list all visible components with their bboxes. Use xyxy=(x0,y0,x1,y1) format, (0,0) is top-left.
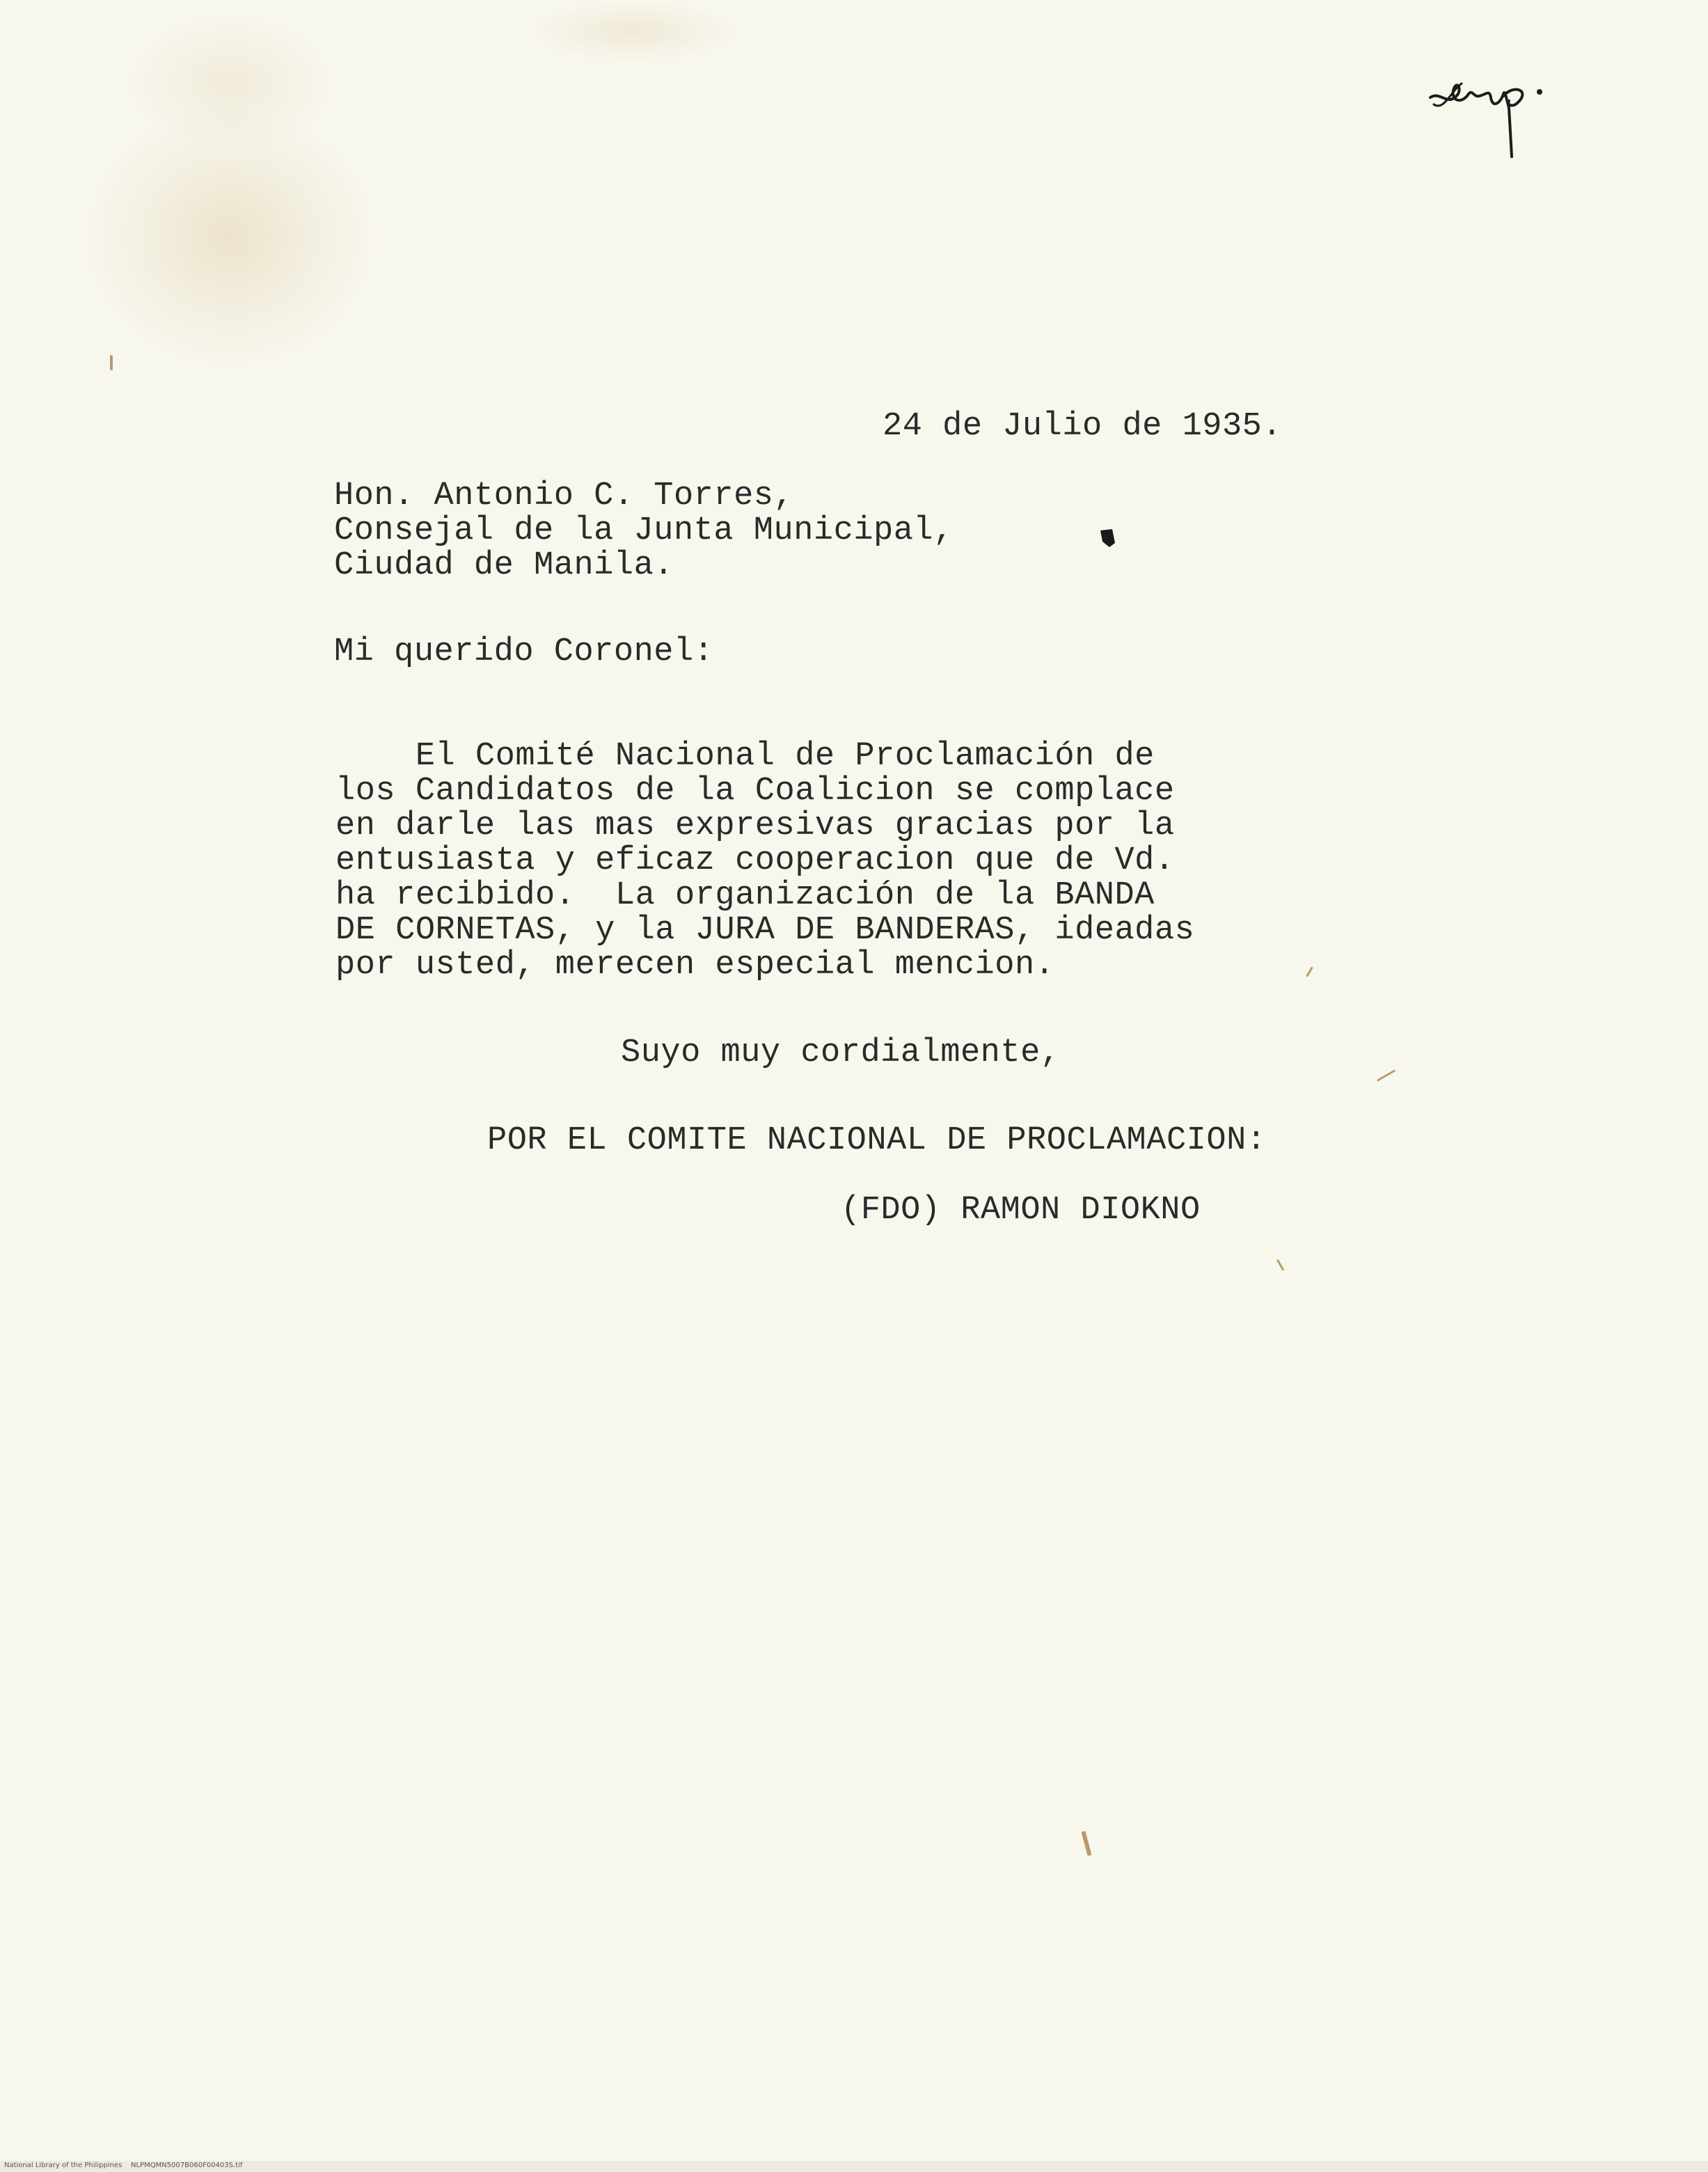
scan-footer-strip xyxy=(0,2161,1708,2172)
archive-label: National Library of the Philippines NLPMQMN5007B060F00403S.tif xyxy=(4,2162,243,2169)
body-line: DE CORNETAS, y la JURA DE BANDERAS, ideadas xyxy=(335,912,1195,949)
body-line: entusiasta y eficaz cooperacion que de Vd. xyxy=(335,842,1175,879)
letter-body xyxy=(335,739,1194,983)
paper-fiber-mark xyxy=(1306,966,1313,977)
salutation: Mi querido Coronel: xyxy=(334,634,714,670)
letter-date: 24 de Julio de 1935. xyxy=(883,408,1283,445)
paper-stain xyxy=(125,14,334,153)
paper-stain xyxy=(529,0,738,63)
body-line: El Comité Nacional de Proclamación de xyxy=(335,738,1155,775)
body-line: en darle las mas expresivas gracias por la xyxy=(335,808,1175,844)
recipient-city: Ciudad de Manila. xyxy=(334,547,674,584)
body-line: los Candidatos de la Coalicion se complace xyxy=(335,773,1175,810)
paper-stain xyxy=(84,104,376,369)
body-line: por usted, merecen especial mencion. xyxy=(335,947,1055,984)
paper-fiber-mark xyxy=(1276,1259,1285,1270)
paper-fiber-mark xyxy=(1377,1069,1395,1082)
closing: Suyo muy cordialmente, xyxy=(621,1034,1061,1071)
committee-line: POR EL COMITE NACIONAL DE PROCLAMACION: xyxy=(487,1122,1267,1159)
handwritten-dup-annotation xyxy=(1420,42,1552,167)
recipient-title: Consejal de la Junta Municipal, xyxy=(334,512,954,549)
signature: (FDO) RAMON DIOKNO xyxy=(841,1192,1201,1229)
body-line: ha recibido. La organización de la BANDA xyxy=(335,877,1155,914)
paper-fiber-mark xyxy=(1081,1831,1091,1856)
ink-speck xyxy=(1098,528,1116,549)
recipient-name: Hon. Antonio C. Torres, xyxy=(334,478,794,514)
paper-fiber-mark xyxy=(110,355,113,370)
